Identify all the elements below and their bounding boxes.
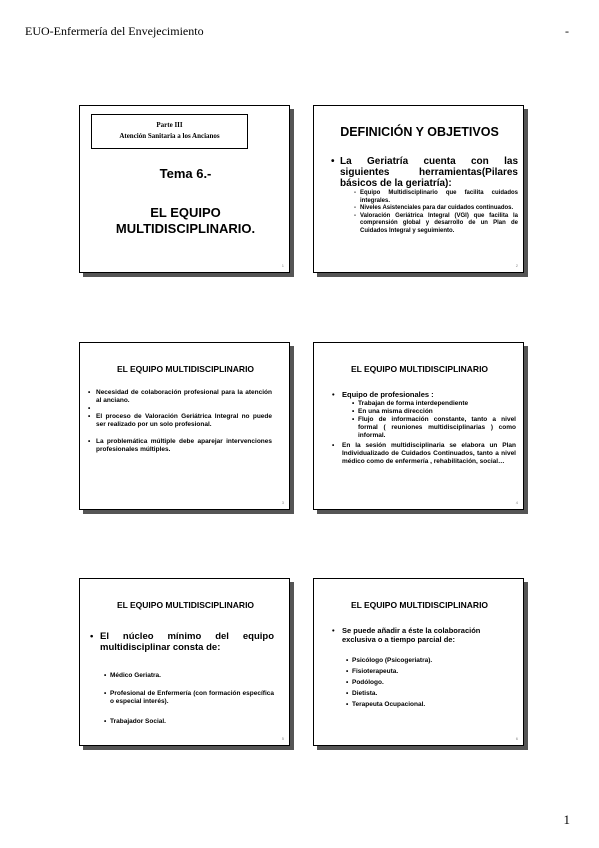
topic-label: Tema 6.-: [159, 166, 212, 181]
slide-title-line-2: MULTIDISCIPLINARIO.: [115, 221, 256, 236]
list-item: • Podólogo.: [346, 679, 516, 687]
list-item: • Médico Geriatra.: [104, 672, 274, 680]
slide-number: 2: [515, 263, 518, 268]
slide-title: EL EQUIPO MULTIDISCIPLINARIO: [116, 364, 255, 374]
slide-number: 4: [515, 500, 518, 505]
list-item: • Terapeuta Ocupacional.: [346, 701, 516, 709]
slide-title: EL EQUIPO MULTIDISCIPLINARIO: [116, 600, 255, 610]
list-item: • Necesidad de colaboración profesional para la atención al anciano.: [88, 389, 272, 405]
slide-bullet: [332, 390, 516, 399]
slide-5: [79, 578, 290, 746]
list-item: • Psicólogo (Psicogeriatra).: [346, 657, 516, 665]
list-item: - Equipo Multidisciplinario que facilita cuidados integrales.: [354, 190, 518, 205]
slide-number: 1: [281, 263, 284, 268]
part-subtitle: Atención Sanitaria a los Ancianos: [119, 132, 220, 140]
slide-bullet: [332, 626, 516, 644]
bullet-text: En la sesión multidisciplinaria se elabora un Plan Individualizado de Cuidados Continuados, tanto a nivel médico como de enfermería , rehabilitación, social…: [342, 442, 516, 465]
page-header-title: EUO-Enfermería del Envejecimiento: [25, 24, 204, 38]
bullet-text: El núcleo mínimo del equipo multidisciplinar consta de:: [100, 631, 274, 653]
slide-6: [313, 578, 524, 746]
slide-number: 3: [281, 500, 284, 505]
list-item: [88, 405, 272, 413]
page-header-right: -: [565, 24, 569, 38]
bullet-text: La Geriatría cuenta con las siguientes herramientas(Pilares básicos de la geriatría):: [340, 156, 518, 189]
slide-bullet: [331, 156, 518, 189]
part-box: [91, 114, 248, 149]
list-item: • Trabajan de forma interdependiente: [352, 400, 516, 408]
slide-bullet: [90, 631, 274, 653]
list-item: • Flujo de información constante, tanto a nivel formal ( reuniones multidisciplinarias ) como informal.: [352, 416, 516, 440]
slide-title: DEFINICIÓN Y OBJETIVOS: [340, 125, 499, 139]
slide-2: [313, 105, 524, 273]
bullet-icon: •: [332, 626, 335, 635]
bullet-text: Se puede añadir a éste la colaboración exclusiva o a tiempo parcial de:: [342, 626, 481, 644]
bullet-icon: •: [332, 390, 335, 399]
slide-title: EL EQUIPO MULTIDISCIPLINARIO: [350, 364, 489, 374]
list-item: • El proceso de Valoración Geriátrica Integral no puede ser realizado por un solo profesional.: [88, 413, 272, 429]
list-item: • En una misma dirección: [352, 408, 516, 416]
list-item: • La problemática múltiple debe aparejar intervenciones profesionales múltiples.: [88, 438, 272, 454]
slide-number: 6: [515, 736, 518, 741]
list-item: • Fisioterapeuta.: [346, 668, 516, 676]
slide-4: [313, 342, 524, 510]
bullet-icon: •: [90, 631, 94, 642]
slide-title: [80, 205, 291, 237]
page-number: 1: [563, 812, 570, 827]
slide-3: [79, 342, 290, 510]
list-item: • Trabajador Social.: [104, 718, 274, 726]
list-item: • Dietista.: [346, 690, 516, 698]
slide-number: 5: [281, 736, 284, 741]
slide-1: [79, 105, 290, 273]
bullet-text: Equipo de profesionales :: [342, 390, 434, 399]
slide-title: EL EQUIPO MULTIDISCIPLINARIO: [350, 600, 489, 610]
slide-bullet: [332, 442, 516, 466]
list-item: - Valoración Geriátrica Integral (VGI) que facilita la comprensión global y desarrollo de un Plan de Cuidados Integral y seguimiento.: [354, 213, 518, 236]
list-item: - Niveles Asistenciales para dar cuidados continuados.: [354, 205, 518, 213]
bullet-icon: •: [332, 442, 335, 449]
bullet-icon: •: [331, 156, 335, 167]
slide-title-line-1: EL EQUIPO: [150, 205, 221, 220]
part-label: Parte III: [156, 121, 183, 129]
list-item: • Profesional de Enfermería (con formación específica o especial interés).: [104, 690, 274, 706]
